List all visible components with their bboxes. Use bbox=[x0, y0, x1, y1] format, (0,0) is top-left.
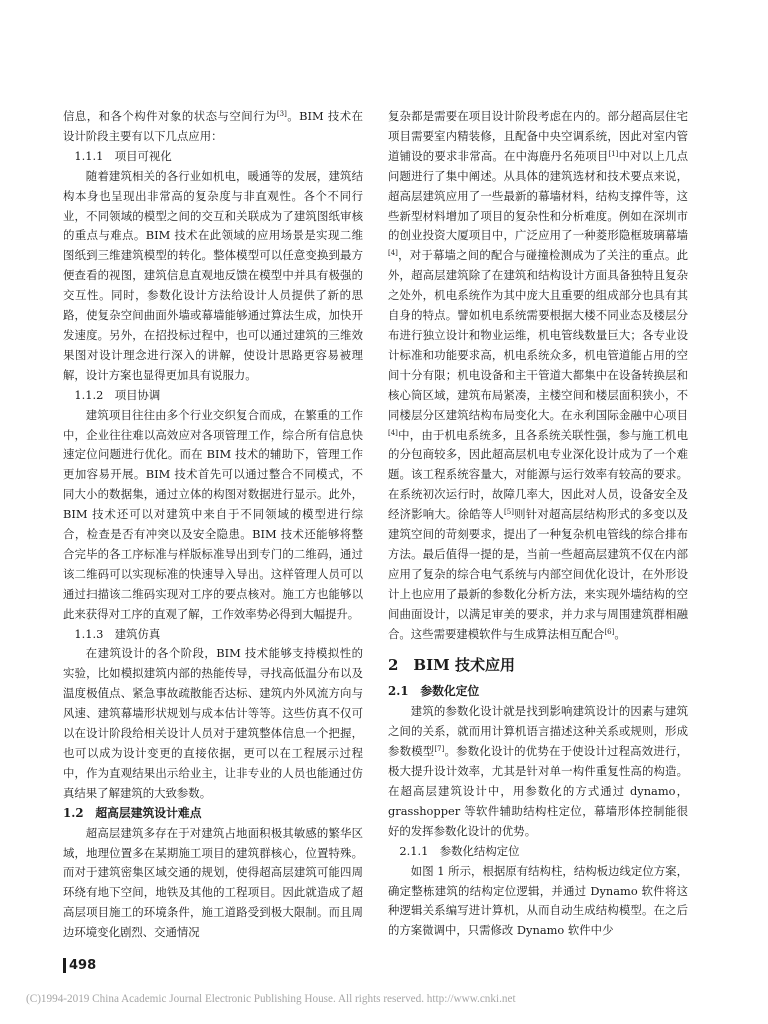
paragraph-coordination: 建筑项目往往由多个行业交织复合而成，在繁重的工作中，企业往往难以高效应对各项管理工作，综合所有信息快速定位问题进行优化。而在 BIM 技术的辅助下，管理工作更加容易开展。BIM 技术首先可以通过整合不同模式，不同大小的数据集，通过立体的构图对数据进行显示。此外，BIM 技术还可以对建筑中来自于不同领域的模型进行综合，检查是否有冲突以及安全隐患。BIM 技术还能够将整合完毕的各工序标准与样版标准导出到专门的二维码，通过该二维码可以实现标准的快速导入导出。这样管理人员可以通过扫描该二维码实现对工序的要点核对。施工方也能够以此来获得对工序的直观了解，工作效率势必得到大幅提升。 bbox=[63, 407, 363, 621]
heading-1-1-2: 1.1.2 项目协调 bbox=[74, 387, 161, 402]
heading-1-2: 1.2 超高层建筑设计难点 bbox=[63, 805, 202, 820]
citation: [6] bbox=[604, 627, 615, 636]
paragraph-simulation: 在建筑设计的各个阶段，BIM 技术能够支持模拟性的实验，比如模拟建筑内部的热能传导，寻找高低温分布以及温度极值点、紧急事故疏散能否达标、建筑内外风流方向与风速、建筑幕墙形状规划与成本估计等等。这些仿真不仅可以在设计阶段给相关设计人员对于建筑整体信息一个把握，也可以成为设计变更的直接依据，更可以在工程展示过程中，作为直观结果出示给业主，让非专业的人员也能通过仿真结果了解建筑的大致参数。 bbox=[63, 646, 363, 800]
page-number: 498 bbox=[63, 958, 96, 973]
paragraph-structural-positioning: 如图 1 所示，根据原有结构柱，结构板边线定位方案，确定整栋建筑的结构定位逻辑，并通过 Dynamo 软件将这种逻辑关系编写进计算机，从而自动生成结构模型。在之后的方案微调中，只需修改 Dynamo 软件中少 bbox=[388, 863, 688, 938]
right-column bbox=[388, 107, 688, 941]
copyright-footer: (C)1994-2019 China Academic Journal Electronic Publishing House. All rights reserved. http://www.cnki.net bbox=[26, 993, 516, 1005]
paragraph-difficulties: 超高层建筑多存在于对建筑占地面积极其敏感的繁华区域，地理位置多在某期施工项目的建筑群核心，位置特殊。而对于建筑密集区域交通的规划，使得超高层建筑可能四周环绕有地下空间，地铁及其他的工程项目。因此就造成了超高层项目施工的环境条件，施工道路受到极大限制。而且周边环境变化剧烈、交通情况 bbox=[63, 825, 363, 940]
left-column bbox=[63, 107, 363, 943]
citation: [5] bbox=[504, 508, 514, 517]
citation: [7] bbox=[434, 745, 445, 754]
citation: [4] bbox=[388, 428, 398, 437]
paragraph-continued: 复杂都是需要在项目设计阶段考虑在内的。部分超高层住宅项目需要室内精装修，且配备中央空调系统，因此对室内管道铺设的要求非常高。在中海鹿丹名苑项目[1]中对以上几点问题进行了集中阐述。从具体的建筑选材和技术要点来说，超高层建筑应用了一些最新的幕墙材料，结构支撑件等，这些新型材料增加了项目的复杂性和分析难度。例如在深圳市的创业投资大厦项目中，广泛应用了一种菱形隐框玻璃幕墙[4]，对于幕墙之间的配合与碰撞检测成为了关注的重点。此外，超高层建筑除了在建筑和结构设计方面具备独特且复杂之处外，机电系统作为其中庞大且重要的组成部分也具有其自身的特点。譬如机电系统需要根据大楼不同业态及楼层分布进行独立设计和物业运维，机电管线数量巨大；各专业设计标准和功能要求高，机电系统众多，机电管道能占用的空间十分有限；机电设备和主干管道大都集中在设备转换层和核心筒区域，建筑布局紧凑，主楼空间和楼层面积狭小，不同楼层分区建筑结构布局变化大。在永利国际金融中心项目[4]中，由于机电系统多，且各系统关联性强，参与施工机电的分包商较多，因此超高层机电专业深化设计成为了一个难题。该工程系统容量大，对能源与运行效率有较高的要求。在系统初次运行时，故障几率大，因此对人员，设备安全及经济影响大。徐皓等人[5]则针对超高层结构形式的多变以及建筑空间的苛刻要求，提出了一种复杂机电管线的综合排布方法。最后值得一提的是，当前一些超高层建筑不仅在内部应用了复杂的综合电气系统与内部空间优化设计，在外形设计上也应用了最新的参数化分析方法，来实现外墙结构的空间曲面设计，以满足审美的要求，并力求与周围建筑群相融合。这些需要建模软件与生成算法相互配合[6]。 bbox=[388, 109, 688, 641]
heading-2-1-1: 2.1.1 参数化结构定位 bbox=[399, 843, 520, 858]
citation: [1] bbox=[608, 149, 619, 158]
citation: [3] bbox=[276, 110, 287, 118]
citation: [4] bbox=[388, 249, 398, 258]
heading-2: 2 BIM 技术应用 bbox=[388, 656, 515, 675]
heading-1-1-1: 1.1.1 项目可视化 bbox=[74, 148, 172, 163]
paragraph-intro: 信息，和各个构件对象的状态与空间行为[3]。BIM 技术在设计阶段主要有以下几点应用： bbox=[63, 109, 363, 143]
heading-1-1-3: 1.1.3 建筑仿真 bbox=[74, 626, 161, 641]
paragraph-visualization: 随着建筑相关的各行业如机电，暖通等的发展，建筑结构本身也呈现出非常高的复杂度与非直观性。各个不同行业，不同领域的模型之间的交互和关联成为了建筑图纸审核的重点与难点。BIM 技术在此领域的应用场景是实现二维图纸到三维建筑模型的转化。整体模型可以任意变换到最方便查看的视图，建筑信息直观地反馈在模型中并具有极强的交互性。同时，参数化设计方法给设计人员提供了新的思路，使复杂空间曲面外墙或幕墙能够通过算法生成，加快开发速度。另外，在招投标过程中，也可以通过建筑的三维效果图对设计理念进行深入的讲解，使设计思路更容易被理解，设计方案也显得更加具有说服力。 bbox=[63, 168, 363, 382]
paragraph-parametric: 建筑的参数化设计就是找到影响建筑设计的因素与建筑之间的关系，就而用计算机语言描述这种关系或规则，形成参数模型[7]。参数化设计的优势在于使设计过程高效进行，极大提升设计效率，尤其是针对单一构件重复性高的构造。在超高层建筑设计中，用参数化的方式通过 dynamo，grasshopper 等软件辅助结构柱定位，幕墙形体控制能很好的发挥参数化设计的优势。 bbox=[388, 704, 688, 838]
heading-2-1: 2.1 参数化定位 bbox=[388, 684, 480, 699]
